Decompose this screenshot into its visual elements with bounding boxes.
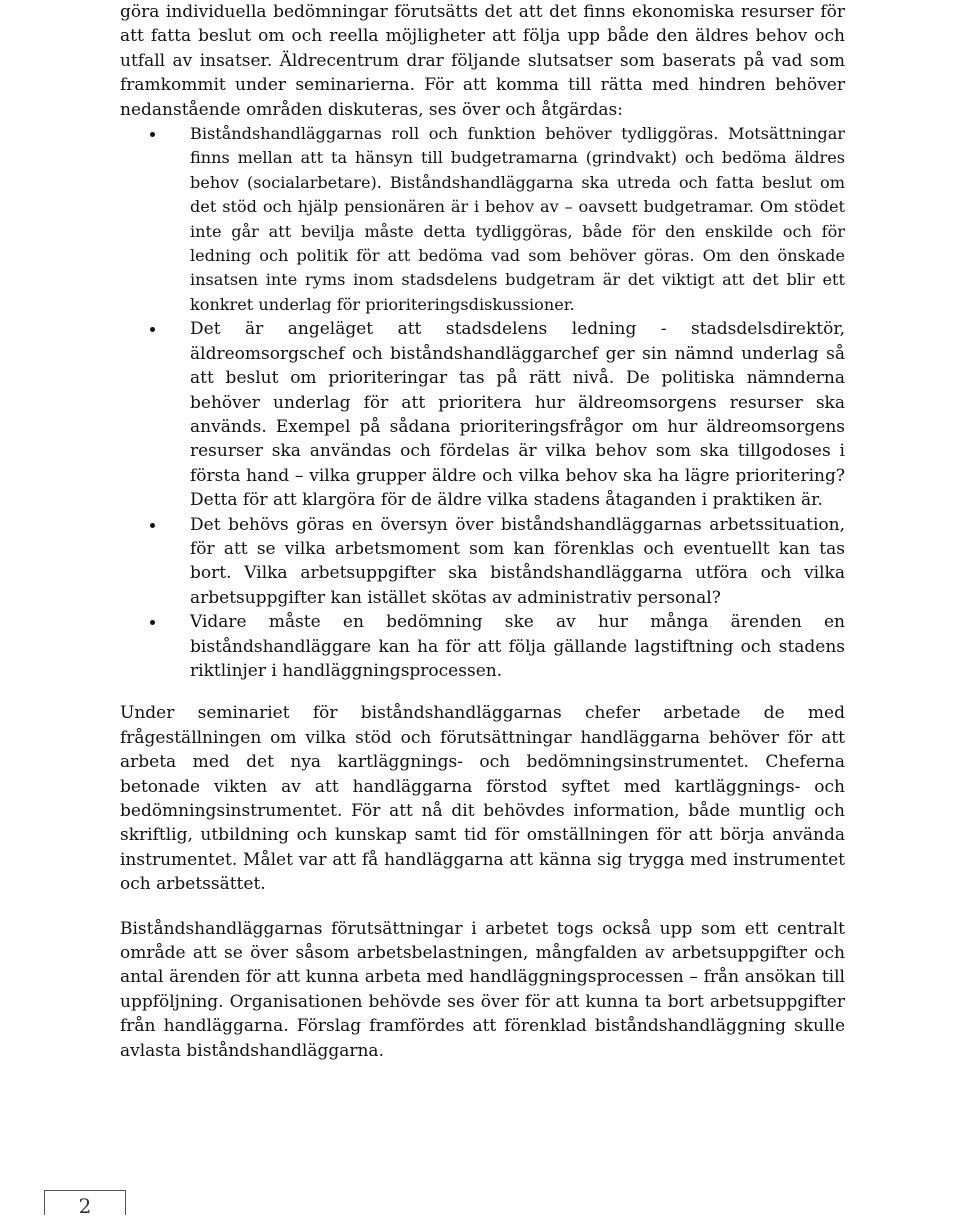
list-item-text: Vidare måste en bedömning ske av hur många ärenden en biståndshandläggare kan ha för att följa gällande lagstiftning och stadens riktlinjer i handläggningsprocessen. — [190, 612, 845, 681]
list-item-text: Det är angeläget att stadsdelens ledning - stadsdelsdirektör, äldreomsorgschef och biståndshandläggarchef ger sin nämnd underlag så att beslut om prioriteringar tas på rätt nivå. De politiska nämnderna behöver underlag för att prioritera hur äldreomsorgens resurser ska används. Exempel på sådana prioriteringsfrågor om hur äldreomsorgens resurser ska användas och fördelas är vilka behov som ska tillgodoses i första hand – vilka grupper äldre och vilka behov ska ha lägre prioritering? Detta för att klargöra för de äldre vilka stadens åtaganden i praktiken är. — [190, 319, 845, 511]
list-item-text: Det behövs göras en översyn över biståndshandläggarnas arbetssituation, för att se vilka arbetsmoment som kan förenklas och eventuellt kan tas bort. Vilka arbetsuppgifter ska biståndshandläggarna utföra och vilka arbetsuppgifter kan istället skötas av administrativ personal? — [190, 514, 845, 608]
body-paragraph: Under seminariet för biståndshandläggarnas chefer arbetade de med frågeställningen om vilka stöd och förutsättningar handläggarna behöver för att arbeta med det nya kartläggnings- och bedömningsinstrumentet. Cheferna betonade vikten av att handläggarna förstod syftet med kartläggnings- och bedömningsinstrumentet. För att nå dit behövdes information, både muntlig och skriftlig, utbildning och kunskap samt tid för omställningen för att börja använda instrumentet. Målet var att få handläggarna att känna sig trygga med instrumentet och arbetssättet. — [120, 703, 845, 895]
page-number: 2 — [78, 1194, 92, 1218]
list-item — [120, 610, 845, 683]
conclusions-list — [120, 122, 845, 683]
body-paragraph: Biståndshandläggarnas förutsättningar i arbetet togs också upp som ett centralt område att se över såsom arbetsbelastningen, mångfalden av arbetsuppgifter och antal ärenden för att kunna arbeta med handläggningsprocessen – från ansökan till uppföljning. Organisationen behövde ses över för att kunna ta bort arbetsuppgifter från handläggarna. Förslag framfördes att förenklad biståndshandläggning skulle avlasta biståndshandläggarna. — [120, 918, 845, 1061]
list-item — [120, 513, 845, 611]
list-item — [120, 122, 845, 317]
list-item-text: Biståndshandläggarnas roll och funktion behöver tydliggöras. Motsättningar finns mellan att ta hänsyn till budgetramarna (grindvakt) och bedöma äldres behov (socialarbetare). Biståndshandläggarna ska utreda och fatta beslut om det stöd och hjälp pensionären är i behov av – oavsett budgetramar. Om stödet inte går att bevilja måste detta tydliggöras, både för den enskilde och för ledning och politik för att bedöma vad som behöver göras. Om den önskade insatsen inte ryms inom stadsdelens budgetram är det viktigt att det blir ett konkret underlag för prioriteringsdiskussioner. — [190, 124, 845, 314]
bullet-icon — [150, 523, 155, 528]
list-item — [120, 317, 845, 512]
document-page — [120, 0, 845, 1063]
bullet-icon — [150, 327, 155, 332]
bullet-icon — [150, 132, 155, 137]
page-number-box — [44, 1190, 126, 1218]
bullet-icon — [150, 620, 155, 625]
intro-paragraph: göra individuella bedömningar förutsätts det att det finns ekonomiska resurser för att fatta beslut om och reella möjligheter att följa upp både den äldres behov och utfall av insatser. Äldrecentrum drar följande slutsatser som baserats på vad som framkommit under seminarierna. För att komma till rätta med hindren behöver nedanstående områden diskuteras, ses över och åtgärdas: — [120, 2, 845, 120]
